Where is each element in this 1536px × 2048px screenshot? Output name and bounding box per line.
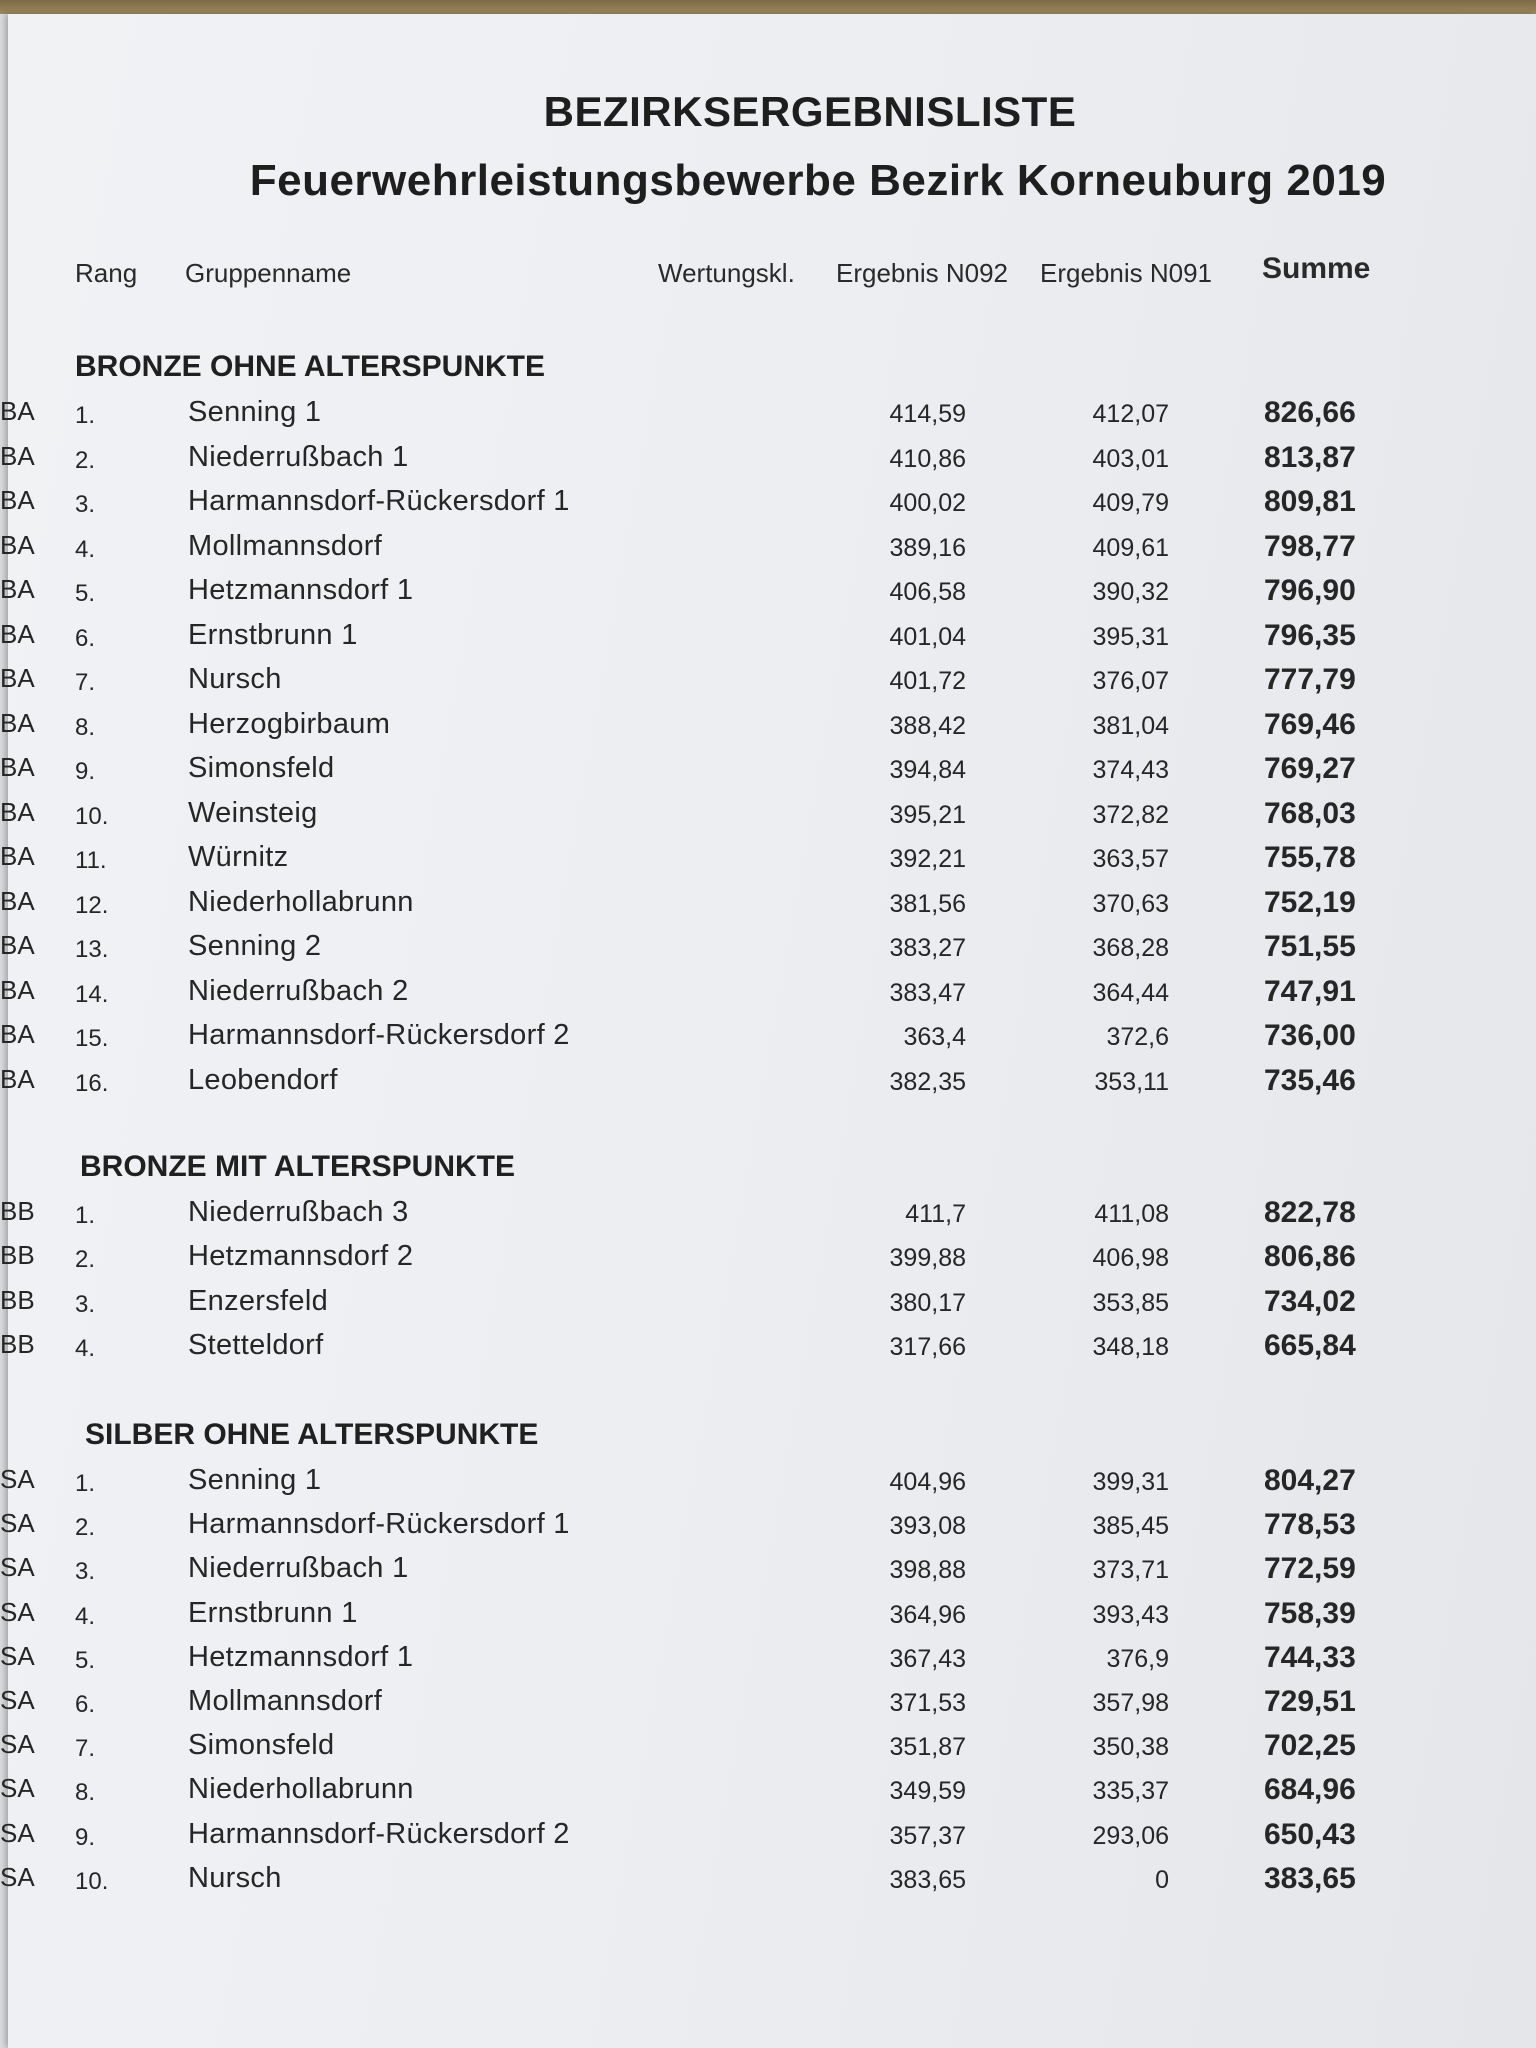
- sum-cell: 796,35: [1264, 618, 1356, 652]
- rank-cell: 2.: [75, 1246, 96, 1274]
- rank-cell: 4.: [75, 1334, 96, 1362]
- group-name-cell: Herzogbirbaum: [188, 707, 391, 740]
- section-title: BRONZE OHNE ALTERSPUNKTE: [75, 350, 546, 383]
- header-result-n092: Ergebnis N092: [836, 258, 1008, 288]
- result-n092-cell: 401,72: [889, 667, 966, 695]
- rank-cell: 8.: [75, 1779, 96, 1807]
- result-n091-cell: 363,57: [1092, 845, 1169, 873]
- result-n092-cell: 400,02: [889, 489, 966, 517]
- table-row: [0, 530, 1400, 566]
- sum-cell: 752,19: [1264, 885, 1356, 919]
- rank-cell: 15.: [75, 1025, 109, 1052]
- result-n091-cell: 357,98: [1092, 1689, 1169, 1717]
- result-n091-cell: 406,98: [1092, 1244, 1169, 1273]
- table-row: [0, 1196, 1400, 1232]
- group-name-cell: Harmannsdorf-Rückersdorf 2: [188, 1817, 570, 1850]
- rank-cell: 8.: [75, 713, 96, 741]
- sum-cell: 650,43: [1264, 1817, 1356, 1851]
- sum-cell: 758,39: [1264, 1596, 1356, 1630]
- table-row: [0, 1641, 1400, 1677]
- class-cell: BA: [0, 529, 35, 560]
- rank-cell: 12.: [75, 891, 109, 919]
- sum-cell: 744,33: [1264, 1640, 1356, 1674]
- result-n091-cell: 353,85: [1092, 1288, 1169, 1317]
- group-name-cell: Nursch: [188, 1861, 282, 1894]
- result-n092-cell: 371,53: [889, 1689, 966, 1717]
- result-n092-cell: 389,16: [889, 533, 966, 562]
- sum-cell: 798,77: [1264, 529, 1356, 563]
- result-n091-cell: 411,08: [1094, 1200, 1169, 1228]
- result-n091-cell: 390,32: [1092, 578, 1169, 606]
- result-n091-cell: 370,63: [1092, 889, 1169, 918]
- group-name-cell: Harmannsdorf-Rückersdorf 1: [188, 1508, 570, 1541]
- table-row: [0, 1064, 1400, 1100]
- result-n091-cell: 0: [1155, 1865, 1169, 1894]
- rank-cell: 11.: [75, 847, 107, 874]
- sum-cell: 734,02: [1264, 1284, 1356, 1318]
- rank-cell: 13.: [75, 936, 109, 963]
- class-cell: BB: [0, 1284, 35, 1315]
- result-n092-cell: 410,86: [889, 444, 966, 473]
- class-cell: BA: [0, 663, 35, 693]
- class-cell: BA: [0, 707, 35, 738]
- section-title: BRONZE MIT ALTERSPUNKTE: [80, 1150, 515, 1183]
- rank-cell: 3.: [75, 1558, 96, 1586]
- result-n092-cell: 351,87: [889, 1733, 966, 1762]
- rank-cell: 4.: [75, 535, 96, 563]
- class-cell: BB: [0, 1328, 35, 1359]
- group-name-cell: Mollmannsdorf: [188, 529, 383, 562]
- header-result-n091: Ergebnis N091: [1040, 258, 1212, 288]
- group-name-cell: Nursch: [188, 663, 282, 695]
- table-row: [0, 1818, 1400, 1854]
- result-n092-cell: 380,17: [889, 1288, 966, 1317]
- rank-cell: 1.: [75, 1202, 96, 1229]
- table-row: [0, 663, 1400, 699]
- result-n092-cell: 382,35: [889, 1067, 966, 1096]
- rank-cell: 3.: [75, 491, 96, 518]
- section-title: SILBER OHNE ALTERSPUNKTE: [85, 1418, 539, 1451]
- document-subtitle: Feuerwehrleistungsbewerbe Bezirk Korneuburg 2019: [249, 156, 1387, 205]
- table-row: [0, 1240, 1400, 1276]
- group-name-cell: Senning 1: [188, 396, 322, 428]
- sum-cell: 813,87: [1264, 440, 1356, 474]
- result-n091-cell: 364,44: [1092, 978, 1169, 1007]
- rank-cell: 6.: [75, 1691, 96, 1718]
- result-n092-cell: 383,47: [889, 978, 966, 1007]
- sum-cell: 751,55: [1264, 930, 1356, 963]
- result-n092-cell: 349,59: [889, 1777, 966, 1806]
- class-cell: BB: [0, 1240, 35, 1271]
- class-cell: SA: [0, 1685, 35, 1715]
- class-cell: SA: [0, 1508, 35, 1539]
- class-cell: BA: [0, 440, 35, 471]
- sum-cell: 777,79: [1264, 663, 1356, 696]
- sum-cell: 665,84: [1264, 1328, 1356, 1362]
- table-row: [0, 1552, 1400, 1588]
- table-row: [0, 1597, 1400, 1633]
- result-n092-cell: 381,56: [889, 889, 966, 918]
- class-cell: SA: [0, 1817, 35, 1848]
- result-n091-cell: 409,61: [1092, 533, 1169, 562]
- result-n092-cell: 363,4: [903, 1023, 966, 1051]
- group-name-cell: Niederrußbach 3: [188, 1196, 409, 1228]
- header-class: Wertungskl.: [658, 258, 795, 288]
- sum-cell: 806,86: [1264, 1240, 1356, 1274]
- result-n092-cell: 317,66: [889, 1332, 966, 1361]
- table-row: [0, 1729, 1400, 1765]
- group-name-cell: Leobendorf: [188, 1063, 338, 1096]
- class-cell: BA: [0, 618, 35, 649]
- class-cell: SA: [0, 1861, 35, 1892]
- group-name-cell: Stetteldorf: [188, 1328, 324, 1361]
- result-n092-cell: 406,58: [889, 578, 966, 606]
- group-name-cell: Niederrußbach 1: [188, 1552, 409, 1585]
- group-name-cell: Niederhollabrunn: [188, 1773, 414, 1806]
- result-n091-cell: 335,37: [1092, 1777, 1169, 1806]
- result-n092-cell: 357,37: [889, 1821, 966, 1850]
- result-n092-cell: 404,96: [889, 1468, 966, 1496]
- header-group-name: Gruppenname: [185, 258, 352, 288]
- result-n092-cell: 393,08: [889, 1512, 966, 1541]
- rank-cell: 7.: [75, 1735, 96, 1763]
- class-cell: SA: [0, 1464, 35, 1494]
- rank-cell: 1.: [75, 1470, 96, 1497]
- group-name-cell: Weinsteig: [188, 796, 318, 829]
- group-name-cell: Niederrußbach 2: [188, 974, 409, 1007]
- group-name-cell: Harmannsdorf-Rückersdorf 2: [188, 1019, 570, 1051]
- rank-cell: 9.: [75, 758, 96, 785]
- group-name-cell: Niederrußbach 1: [188, 440, 409, 473]
- sum-cell: 778,53: [1264, 1508, 1356, 1542]
- group-name-cell: Niederhollabrunn: [188, 885, 414, 918]
- table-row: [0, 1862, 1400, 1898]
- result-n092-cell: 401,04: [889, 622, 966, 651]
- result-n091-cell: 385,45: [1092, 1512, 1169, 1541]
- result-n092-cell: 392,21: [889, 845, 966, 873]
- rank-cell: 2.: [75, 446, 96, 474]
- result-n091-cell: 409,79: [1092, 489, 1169, 517]
- result-n092-cell: 394,84: [889, 756, 966, 784]
- group-name-cell: Ernstbrunn 1: [188, 618, 358, 651]
- result-n092-cell: 398,88: [889, 1556, 966, 1585]
- group-name-cell: Simonsfeld: [188, 1729, 335, 1762]
- class-cell: SA: [0, 1729, 35, 1760]
- result-n092-cell: 388,42: [889, 711, 966, 740]
- result-n091-cell: 368,28: [1092, 934, 1169, 962]
- table-row: [0, 886, 1400, 922]
- rank-cell: 2.: [75, 1514, 96, 1542]
- result-n092-cell: 411,7: [905, 1200, 966, 1228]
- sum-cell: 735,46: [1264, 1063, 1356, 1097]
- class-cell: SA: [0, 1773, 35, 1804]
- sum-cell: 769,46: [1264, 707, 1356, 741]
- class-cell: BA: [0, 1019, 35, 1049]
- result-n091-cell: 393,43: [1092, 1600, 1169, 1629]
- class-cell: BA: [0, 841, 35, 871]
- rank-cell: 5.: [75, 580, 96, 607]
- result-n091-cell: 376,9: [1106, 1644, 1169, 1673]
- rank-cell: 7.: [75, 669, 96, 696]
- header-sum: Summe: [1262, 252, 1371, 285]
- table-row: [0, 485, 1400, 521]
- sum-cell: 822,78: [1264, 1196, 1356, 1229]
- table-row: [0, 1019, 1400, 1055]
- group-name-cell: Simonsfeld: [188, 752, 335, 784]
- document-title: BEZIRKSERGEBNISLISTE: [543, 88, 1077, 135]
- group-name-cell: Hetzmannsdorf 2: [188, 1240, 414, 1273]
- result-n091-cell: 373,71: [1092, 1556, 1169, 1585]
- result-n092-cell: 414,59: [889, 400, 966, 428]
- table-row: [0, 1329, 1400, 1365]
- table-row: [0, 797, 1400, 833]
- sum-cell: 729,51: [1264, 1685, 1356, 1718]
- rank-cell: 5.: [75, 1646, 96, 1674]
- rank-cell: 6.: [75, 624, 96, 652]
- group-name-cell: Harmannsdorf-Rückersdorf 1: [188, 485, 570, 517]
- result-n091-cell: 381,04: [1092, 711, 1169, 740]
- rank-cell: 3.: [75, 1290, 96, 1318]
- table-row: [0, 619, 1400, 655]
- result-n091-cell: 372,6: [1106, 1023, 1169, 1051]
- sum-cell: 755,78: [1264, 841, 1356, 874]
- rank-cell: 1.: [75, 402, 96, 429]
- group-name-cell: Enzersfeld: [188, 1284, 329, 1317]
- sum-cell: 702,25: [1264, 1729, 1356, 1763]
- result-n092-cell: 399,88: [889, 1244, 966, 1273]
- table-row: [0, 1464, 1400, 1500]
- table-row: [0, 1685, 1400, 1721]
- sum-cell: 736,00: [1264, 1019, 1356, 1052]
- class-cell: BA: [0, 485, 35, 515]
- result-n091-cell: 395,31: [1092, 622, 1169, 651]
- result-n091-cell: 412,07: [1092, 400, 1169, 428]
- table-row: [0, 752, 1400, 788]
- result-n091-cell: 376,07: [1092, 667, 1169, 695]
- class-cell: SA: [0, 1552, 35, 1583]
- group-name-cell: Mollmannsdorf: [188, 1685, 383, 1717]
- result-n092-cell: 383,27: [889, 934, 966, 962]
- table-row: [0, 574, 1400, 610]
- sum-cell: 768,03: [1264, 796, 1356, 830]
- rank-cell: 14.: [75, 980, 109, 1008]
- group-name-cell: Hetzmannsdorf 1: [188, 1640, 414, 1673]
- header-rank: Rang: [75, 258, 138, 288]
- class-cell: BA: [0, 930, 35, 960]
- rank-cell: 10.: [75, 802, 109, 830]
- table-row: [0, 975, 1400, 1011]
- rank-cell: 16.: [75, 1069, 109, 1097]
- group-name-cell: Senning 2: [188, 930, 322, 962]
- result-n091-cell: 353,11: [1094, 1067, 1169, 1096]
- table-row: [0, 841, 1400, 877]
- rank-cell: 9.: [75, 1823, 96, 1851]
- sum-cell: 684,96: [1264, 1773, 1356, 1807]
- class-cell: BA: [0, 796, 35, 827]
- table-row: [0, 441, 1400, 477]
- sum-cell: 796,90: [1264, 574, 1356, 607]
- class-cell: SA: [0, 1596, 35, 1627]
- sum-cell: 809,81: [1264, 485, 1356, 518]
- class-cell: BA: [0, 1063, 35, 1094]
- result-n091-cell: 399,31: [1092, 1468, 1169, 1496]
- result-n092-cell: 395,21: [889, 800, 966, 829]
- group-name-cell: Senning 1: [188, 1464, 322, 1496]
- result-n092-cell: 367,43: [889, 1644, 966, 1673]
- result-n091-cell: 403,01: [1092, 444, 1169, 473]
- sum-cell: 804,27: [1264, 1464, 1356, 1497]
- table-row: [0, 1508, 1400, 1544]
- class-cell: BA: [0, 885, 35, 916]
- result-n091-cell: 293,06: [1092, 1821, 1169, 1850]
- class-cell: BA: [0, 396, 35, 426]
- table-row: [0, 930, 1400, 966]
- sum-cell: 383,65: [1264, 1861, 1356, 1895]
- table-row: [0, 1773, 1400, 1809]
- table-row: [0, 1285, 1400, 1321]
- result-n091-cell: 348,18: [1092, 1332, 1169, 1361]
- result-n092-cell: 364,96: [889, 1600, 966, 1629]
- rank-cell: 4.: [75, 1602, 96, 1630]
- result-n091-cell: 372,82: [1092, 800, 1169, 829]
- group-name-cell: Hetzmannsdorf 1: [188, 574, 414, 606]
- rank-cell: 10.: [75, 1867, 109, 1895]
- class-cell: BB: [0, 1196, 35, 1226]
- class-cell: BA: [0, 752, 35, 782]
- result-n092-cell: 383,65: [889, 1865, 966, 1894]
- sum-cell: 747,91: [1264, 974, 1356, 1008]
- group-name-cell: Ernstbrunn 1: [188, 1596, 358, 1629]
- class-cell: SA: [0, 1640, 35, 1671]
- table-row: [0, 396, 1400, 432]
- group-name-cell: Würnitz: [188, 841, 289, 873]
- class-cell: BA: [0, 974, 35, 1005]
- class-cell: BA: [0, 574, 35, 604]
- sum-cell: 772,59: [1264, 1552, 1356, 1586]
- table-row: [0, 708, 1400, 744]
- result-n091-cell: 350,38: [1092, 1733, 1169, 1762]
- sum-cell: 826,66: [1264, 396, 1356, 429]
- result-n091-cell: 374,43: [1092, 756, 1169, 784]
- sum-cell: 769,27: [1264, 752, 1356, 785]
